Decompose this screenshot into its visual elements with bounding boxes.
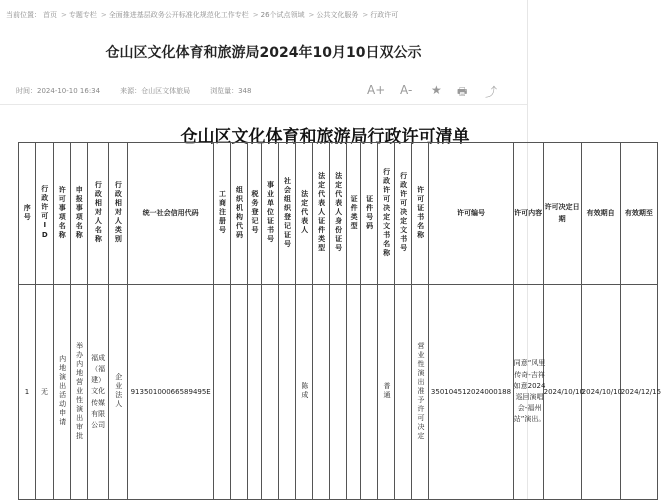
header-cert-name: 许可证书名称	[412, 143, 429, 285]
header-decision-name: 行政许可决定文书名称	[378, 143, 395, 285]
cell-decision-name: 普通	[378, 285, 395, 500]
header-cert-type: 证件类型	[347, 143, 361, 285]
header-apply-name: 申报事项名称	[71, 143, 88, 285]
cell-legal-id-type	[313, 285, 330, 500]
cell-biz-reg-no	[214, 285, 231, 500]
header-license-no: 许可编号	[429, 143, 513, 285]
header-cert-no: 证件号码	[361, 143, 378, 285]
table-row	[19, 285, 658, 500]
cell-item-name: 内地演出活动申请	[54, 285, 71, 500]
cell-valid-from: 2024/10/10	[581, 285, 620, 500]
breadcrumb-license[interactable]: 行政许可	[370, 11, 399, 19]
header-tax-no: 税务登记号	[248, 143, 262, 285]
cell-cert-type	[347, 285, 361, 500]
cell-social-org	[279, 285, 296, 500]
article-meta	[16, 86, 271, 96]
table-header-row	[19, 143, 658, 285]
breadcrumb-culture[interactable]: 公共文化服务	[316, 11, 359, 19]
cell-valid-to: 2024/12/15	[620, 285, 657, 500]
header-license-id: 行政许可ID	[36, 143, 54, 285]
breadcrumb-topics[interactable]: 专题专栏	[68, 11, 97, 19]
header-legal-id-no: 法定代表人身份证号	[330, 143, 347, 285]
cell-credit-code: 91350100066589495E	[128, 285, 214, 500]
cell-cert-no	[361, 285, 378, 500]
header-credit-code: 统一社会信用代码	[128, 143, 214, 285]
cell-party-name: 福成（福建）文化传媒有限公司	[88, 285, 109, 500]
header-biz-reg-no: 工商注册号	[214, 143, 231, 285]
favorite-star-icon[interactable]: ★	[431, 83, 442, 97]
document-title: 仓山区文化体育和旅游局行政许可清单	[180, 127, 470, 147]
cell-apply-name: 举办内地营业性演出审批	[71, 285, 88, 500]
header-decision-date: 许可决定日期	[543, 143, 581, 285]
header-inst-cert: 事业单位证书号	[262, 143, 279, 285]
cell-cert-name: 营业性演出准予许可决定	[412, 285, 429, 500]
header-decision-no: 行政许可决定文书号	[395, 143, 412, 285]
header-valid-to: 有效期至	[620, 143, 657, 285]
header-item-name: 许可事项名称	[54, 143, 71, 285]
header-org-code: 组织机构代码	[231, 143, 248, 285]
print-icon[interactable]: 🖶	[457, 85, 468, 98]
cell-tax-no	[248, 285, 262, 500]
header-legal-id-type: 法定代表人证件类型	[313, 143, 330, 285]
header-valid-from: 有效期自	[581, 143, 620, 285]
font-increase-button[interactable]: A+	[367, 83, 386, 97]
breadcrumb-home[interactable]: 首页	[43, 11, 57, 19]
cell-license-no: 350104512024000188	[429, 285, 513, 500]
cell-decision-date: 2024/10/10	[543, 285, 581, 500]
header-content: 许可内容	[513, 143, 543, 285]
cell-seq: 1	[19, 285, 36, 500]
header-party-name: 行政相对人名称	[88, 143, 109, 285]
cell-inst-cert	[262, 285, 279, 500]
breadcrumb: 当前位置： 首页 > 专题专栏 > 全面推进基层政务公开标准化规范化工作专栏 > 26个试点领域 > 公共文化服务 > 行政许可	[6, 11, 399, 19]
divider	[0, 104, 527, 105]
source: 来源：仓山区文体旅局	[120, 87, 191, 95]
font-decrease-button[interactable]: A-	[400, 83, 413, 97]
header-party-type: 行政相对人类别	[109, 143, 128, 285]
publish-time: 时间：2024-10-10 16:34	[16, 87, 101, 95]
cell-decision-no	[395, 285, 412, 500]
license-table	[18, 142, 661, 500]
breadcrumb-prefix: 当前位置：	[6, 11, 41, 19]
header-seq: 序号	[19, 143, 36, 285]
share-icon[interactable]: ⤴	[485, 85, 498, 99]
view-count: 浏览量：348	[210, 87, 252, 95]
cell-legal-id-no	[330, 285, 347, 500]
breadcrumb-column[interactable]: 全面推进基层政务公开标准化规范化工作专栏	[108, 11, 249, 19]
cell-license-id: 无	[36, 285, 54, 500]
header-legal-rep: 法定代表人	[296, 143, 313, 285]
cell-legal-rep: 陈成	[296, 285, 313, 500]
breadcrumb-pilot[interactable]: 26个试点领域	[260, 11, 305, 19]
cell-org-code	[231, 285, 248, 500]
cell-party-type: 企业法人	[109, 285, 128, 500]
article-title: 仓山区文化体育和旅游局2024年10月10日双公示	[105, 45, 422, 61]
header-social-org: 社会组织登记证号	[279, 143, 296, 285]
cell-content: 同意“风里传奇-吉祥如意2024巡回演唱会-福州站”演出。	[513, 285, 543, 500]
